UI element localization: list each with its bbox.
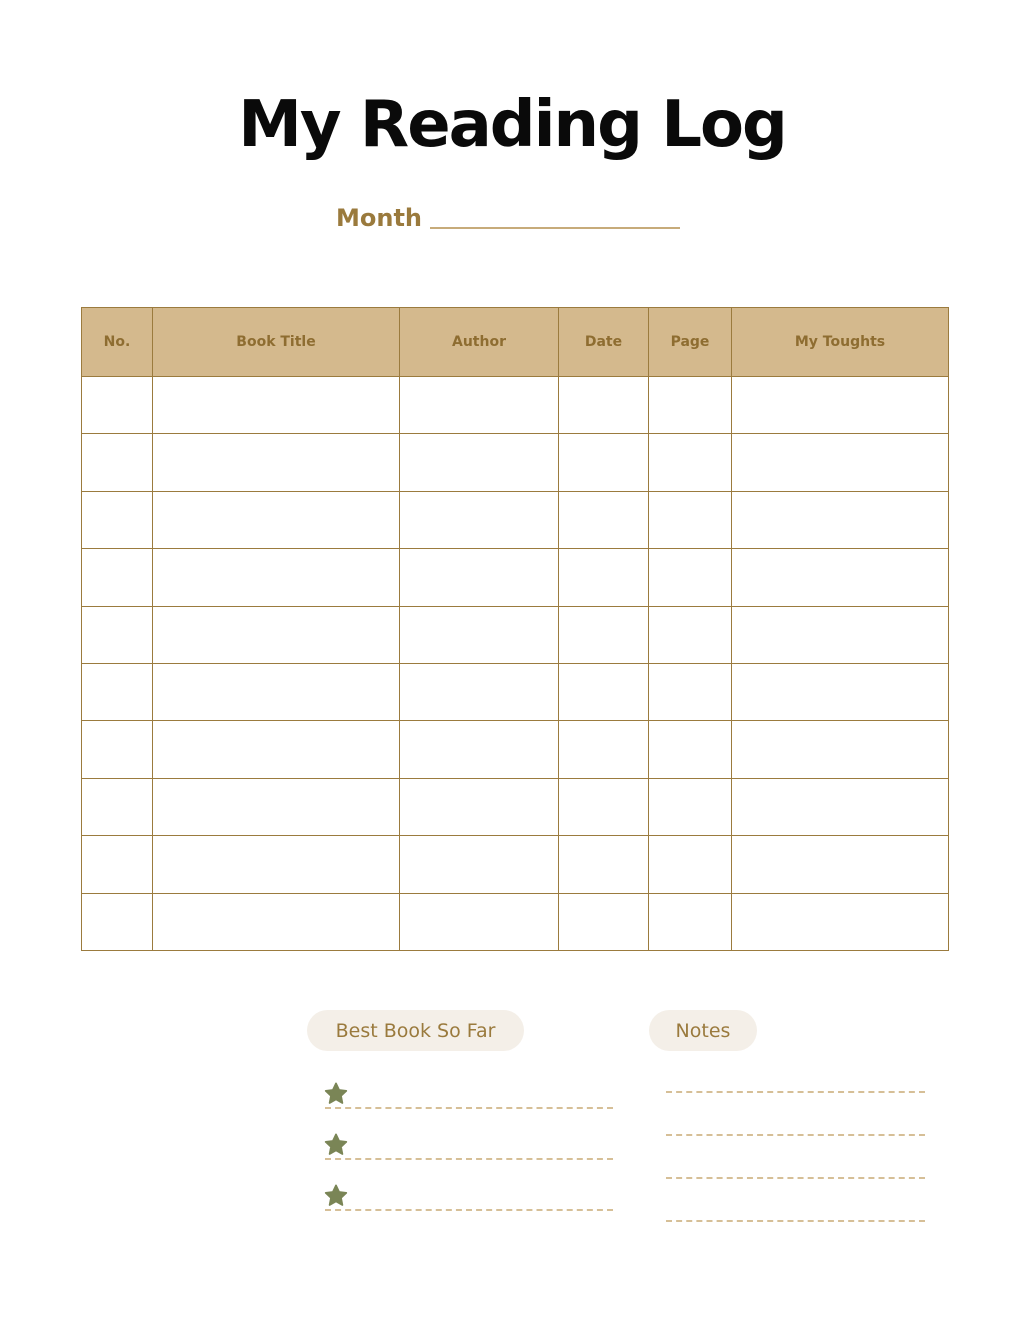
cell-no[interactable] (82, 606, 153, 663)
cell-page[interactable] (649, 491, 732, 548)
notes-line-3[interactable] (666, 1177, 925, 1179)
cell-book-title[interactable] (153, 491, 400, 548)
table-row (82, 434, 949, 491)
best-book-line-3[interactable] (325, 1209, 613, 1211)
month-input-line[interactable] (430, 227, 680, 229)
notes-line-4[interactable] (666, 1220, 925, 1222)
star-icon (323, 1183, 349, 1209)
cell-my-thoughts[interactable] (732, 778, 949, 835)
table-row (82, 549, 949, 606)
cell-author[interactable] (400, 377, 559, 434)
cell-date[interactable] (559, 778, 649, 835)
cell-page[interactable] (649, 606, 732, 663)
cell-page[interactable] (649, 663, 732, 720)
cell-author[interactable] (400, 778, 559, 835)
cell-page[interactable] (649, 549, 732, 606)
table-row (82, 721, 949, 778)
column-header-author: Author (400, 308, 559, 377)
cell-date[interactable] (559, 721, 649, 778)
month-field (336, 204, 680, 232)
cell-book-title[interactable] (153, 721, 400, 778)
table-row (82, 377, 949, 434)
cell-author[interactable] (400, 434, 559, 491)
cell-date[interactable] (559, 377, 649, 434)
cell-author[interactable] (400, 549, 559, 606)
cell-book-title[interactable] (153, 434, 400, 491)
cell-no[interactable] (82, 377, 153, 434)
cell-no[interactable] (82, 663, 153, 720)
column-header-my-thoughts: My Toughts (732, 308, 949, 377)
cell-page[interactable] (649, 893, 732, 950)
cell-my-thoughts[interactable] (732, 377, 949, 434)
cell-book-title[interactable] (153, 549, 400, 606)
cell-book-title[interactable] (153, 663, 400, 720)
cell-page[interactable] (649, 836, 732, 893)
cell-no[interactable] (82, 836, 153, 893)
best-book-label: Best Book So Far (307, 1010, 524, 1051)
reading-log-table (81, 307, 949, 951)
cell-author[interactable] (400, 491, 559, 548)
page-title: My Reading Log (238, 88, 786, 162)
cell-author[interactable] (400, 893, 559, 950)
cell-my-thoughts[interactable] (732, 549, 949, 606)
notes-line-1[interactable] (666, 1091, 925, 1093)
cell-book-title[interactable] (153, 377, 400, 434)
cell-my-thoughts[interactable] (732, 434, 949, 491)
cell-date[interactable] (559, 836, 649, 893)
cell-book-title[interactable] (153, 893, 400, 950)
cell-my-thoughts[interactable] (732, 893, 949, 950)
cell-author[interactable] (400, 606, 559, 663)
notes-label: Notes (649, 1010, 757, 1051)
cell-no[interactable] (82, 778, 153, 835)
cell-page[interactable] (649, 778, 732, 835)
cell-book-title[interactable] (153, 836, 400, 893)
cell-no[interactable] (82, 893, 153, 950)
cell-page[interactable] (649, 721, 732, 778)
cell-my-thoughts[interactable] (732, 663, 949, 720)
cell-no[interactable] (82, 721, 153, 778)
cell-page[interactable] (649, 434, 732, 491)
cell-author[interactable] (400, 721, 559, 778)
notes-line-2[interactable] (666, 1134, 925, 1136)
cell-date[interactable] (559, 663, 649, 720)
cell-my-thoughts[interactable] (732, 606, 949, 663)
cell-date[interactable] (559, 606, 649, 663)
cell-date[interactable] (559, 491, 649, 548)
cell-author[interactable] (400, 663, 559, 720)
table-row (82, 893, 949, 950)
star-icon (323, 1132, 349, 1158)
table-row (82, 778, 949, 835)
month-label: Month (336, 204, 423, 232)
best-book-line-1[interactable] (325, 1107, 613, 1109)
cell-date[interactable] (559, 549, 649, 606)
cell-no[interactable] (82, 549, 153, 606)
column-header-no: No. (82, 308, 153, 377)
star-icon (323, 1081, 349, 1107)
cell-date[interactable] (559, 434, 649, 491)
table-row (82, 606, 949, 663)
column-header-book-title: Book Title (153, 308, 400, 377)
cell-my-thoughts[interactable] (732, 721, 949, 778)
cell-book-title[interactable] (153, 778, 400, 835)
cell-book-title[interactable] (153, 606, 400, 663)
cell-no[interactable] (82, 434, 153, 491)
cell-author[interactable] (400, 836, 559, 893)
table-header-row (82, 308, 949, 377)
cell-my-thoughts[interactable] (732, 491, 949, 548)
cell-page[interactable] (649, 377, 732, 434)
cell-no[interactable] (82, 491, 153, 548)
table-row (82, 491, 949, 548)
cell-my-thoughts[interactable] (732, 836, 949, 893)
best-book-line-2[interactable] (325, 1158, 613, 1160)
table-row (82, 663, 949, 720)
column-header-page: Page (649, 308, 732, 377)
table-row (82, 836, 949, 893)
cell-date[interactable] (559, 893, 649, 950)
column-header-date: Date (559, 308, 649, 377)
